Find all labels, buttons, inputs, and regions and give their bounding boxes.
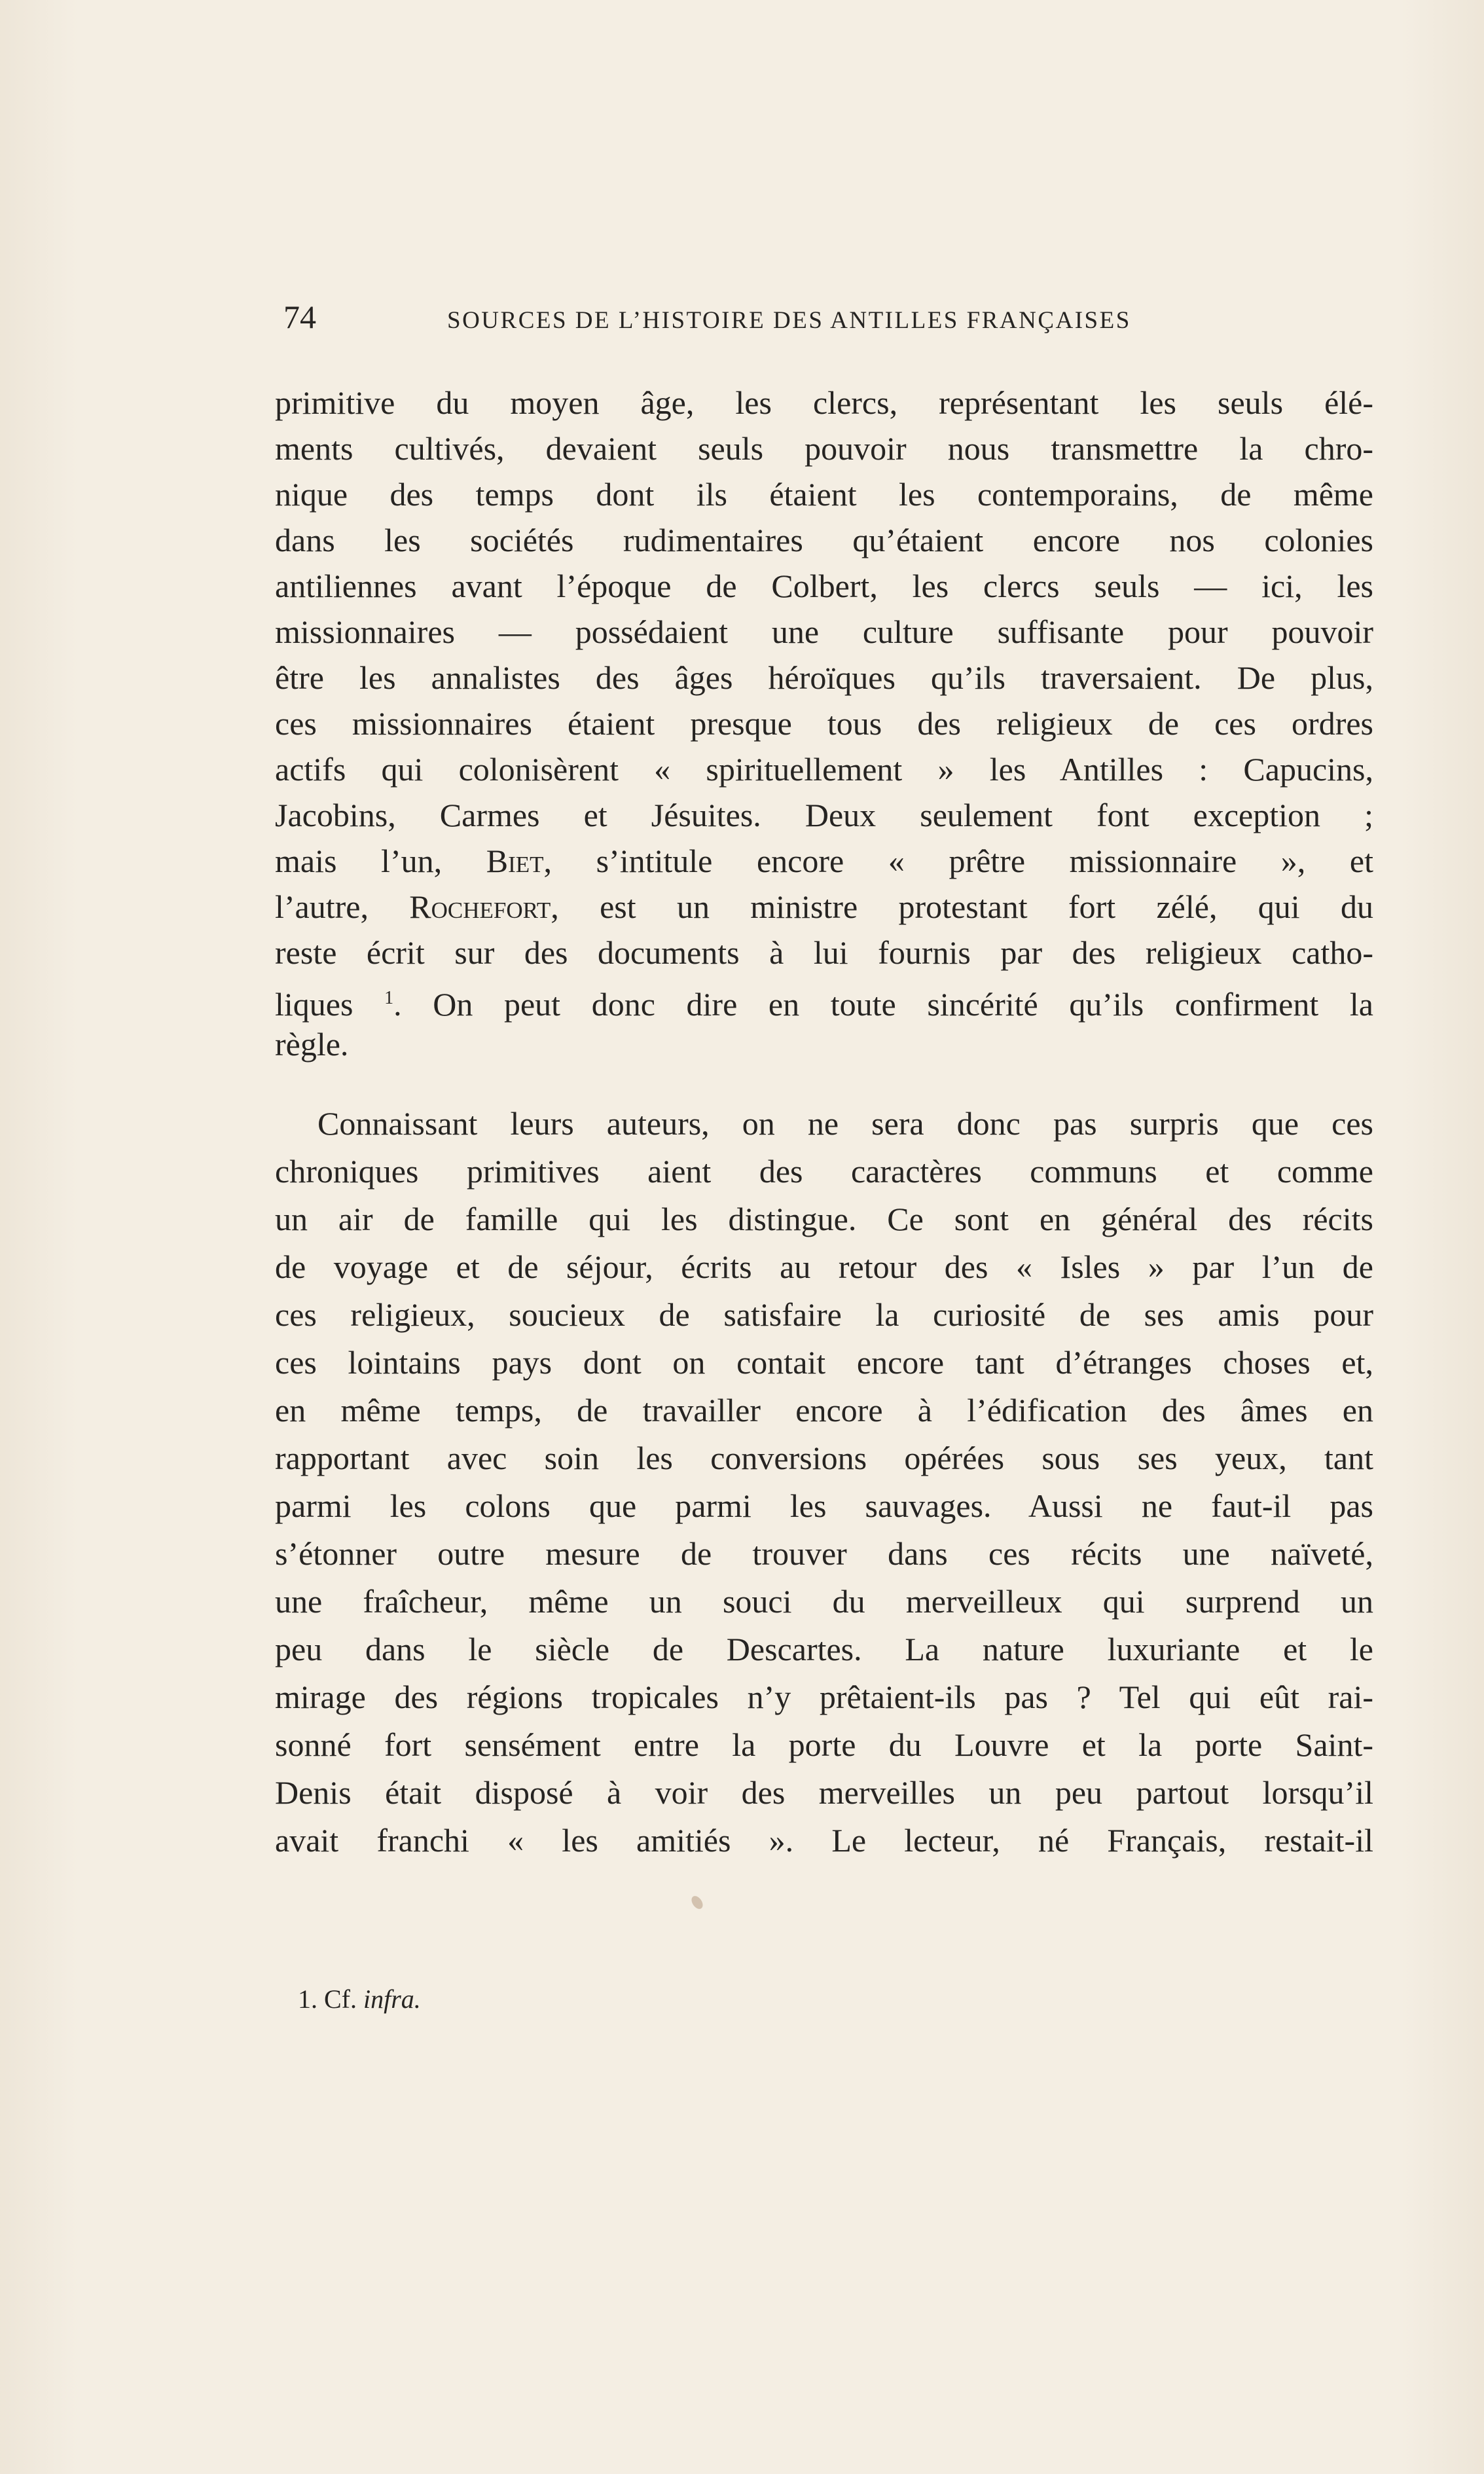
text-line: sonné fort sensément entre la porte du Louvre et la porte Saint-: [275, 1726, 1373, 1763]
text-segment: , s’intitule encore « prêtre missionnaire », et: [543, 843, 1373, 879]
text-segment: l’autre,: [275, 888, 410, 925]
text-line: ces lointains pays dont on contait encore tant d’étranges choses et,: [275, 1344, 1373, 1381]
page-number: 74: [283, 299, 316, 335]
text-line: règle.: [275, 1026, 349, 1063]
text-line: [275, 884, 1373, 930]
text-line: nique des temps dont ils étaient les contemporains, de même: [275, 476, 1373, 513]
text-segment: , est un ministre protestant fort zélé, qui du: [551, 888, 1373, 925]
body-text: [275, 380, 1373, 1865]
text-line: rapportant avec soin les conversions opérées sous ses yeux, tant: [275, 1440, 1373, 1476]
text-line: antiliennes avant l’époque de Colbert, les clercs seuls — ici, les: [275, 568, 1373, 604]
text-segment: mais l’un,: [275, 843, 486, 879]
text-line: Jacobins, Carmes et Jésuites. Deux seulement font exception ;: [275, 797, 1373, 833]
text-line: s’étonner outre mesure de trouver dans ces récits une naïveté,: [275, 1535, 1373, 1572]
text-line: ments cultivés, devaient seuls pouvoir nous transmettre la chro-: [275, 430, 1373, 467]
text-line: ces religieux, soucieux de satisfaire la curiosité de ses amis pour: [275, 1296, 1373, 1333]
text-line: de voyage et de séjour, écrits au retour des « Isles » par l’un de: [275, 1248, 1373, 1285]
text-line: Denis était disposé à voir des merveilles un peu partout lorsqu’il: [275, 1774, 1373, 1811]
text-segment: liques: [275, 986, 385, 1023]
text-line: en même temps, de travailler encore à l’édification des âmes en: [275, 1392, 1373, 1428]
text-line: reste écrit sur des documents à lui fournis par des religieux catho-: [275, 934, 1373, 971]
text-line: peu dans le siècle de Descartes. La nature luxuriante et le: [275, 1631, 1373, 1667]
running-title: SOURCES DE L’HISTOIRE DES ANTILLES FRANÇAISES: [447, 307, 1131, 334]
text-line: missionnaires — possédaient une culture suffisante pour pouvoir: [275, 613, 1373, 650]
text-line: avait franchi « les amitiés ». Le lecteur, né Français, restait-il: [275, 1822, 1373, 1859]
text-line: ces missionnaires étaient presque tous des religieux de ces ordres: [275, 705, 1373, 742]
author-name-biet: Biet: [486, 843, 544, 879]
text-line: une fraîcheur, même un souci du merveilleux qui surprend un: [275, 1583, 1373, 1620]
text-segment: . On peut donc dire en toute sincérité qu’ils confirment la: [393, 986, 1373, 1023]
footnote-abbr: Cf.: [324, 1984, 357, 2014]
text-line: [275, 975, 1373, 1021]
footnote: [298, 1984, 421, 2014]
text-line: un air de famille qui les distingue. Ce sont en général des récits: [275, 1201, 1373, 1237]
text-line: dans les sociétés rudimentaires qu’étaient encore nos colonies: [275, 522, 1373, 558]
footnote-italic-text: infra.: [363, 1984, 421, 2014]
footnote-reference[interactable]: 1: [384, 988, 394, 1008]
text-line: chroniques primitives aient des caractères communs et comme: [275, 1153, 1373, 1190]
text-line: Connaissant leurs auteurs, on ne sera donc pas surpris que ces: [317, 1105, 1373, 1142]
text-line: [275, 838, 1373, 884]
footnote-number: 1.: [298, 1984, 317, 2014]
text-line: être les annalistes des âges héroïques qu’ils traversaient. De plus,: [275, 659, 1373, 696]
paper-smudge: [689, 1894, 705, 1911]
text-line: primitive du moyen âge, les clercs, représentant les seuls élé-: [275, 384, 1373, 421]
author-name-rochefort: Rochefort: [409, 888, 551, 925]
text-line: parmi les colons que parmi les sauvages. Aussi ne faut-il pas: [275, 1487, 1373, 1524]
text-line: actifs qui colonisèrent « spirituellement » les Antilles : Capucins,: [275, 751, 1373, 788]
paragraph-2: [275, 1100, 1373, 1865]
running-head: [283, 298, 1220, 337]
text-line: mirage des régions tropicales n’y prêtaient-ils pas ? Tel qui eût rai-: [275, 1679, 1373, 1715]
paragraph-1: [275, 380, 1373, 1067]
